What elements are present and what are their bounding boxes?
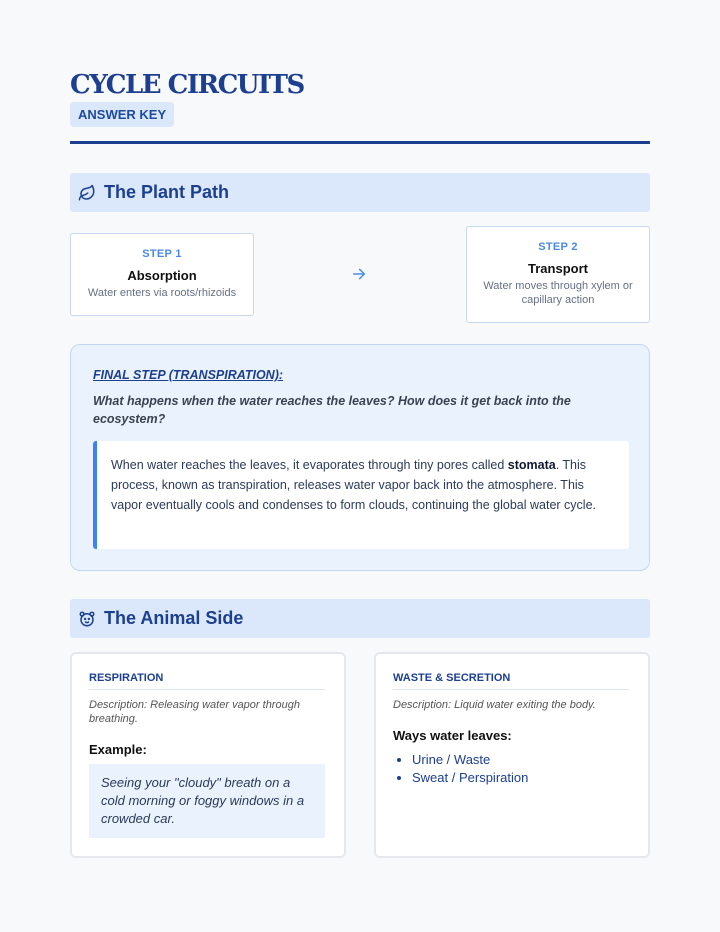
answer-key-badge: ANSWER KEY bbox=[70, 102, 174, 127]
list-item: • Sweat / Perspiration bbox=[412, 769, 528, 787]
card-heading: WASTE & SECRETION bbox=[393, 672, 629, 690]
example-label: Example: bbox=[89, 742, 147, 757]
step-description: Water enters via roots/rhizoids bbox=[87, 287, 237, 299]
step-label: STEP 2 bbox=[538, 241, 578, 253]
example-box: Seeing your "cloudy" breath on a cold morning or foggy windows in a crowded car. bbox=[89, 764, 325, 838]
answer-text: . This process, known as transpiration, releases water vapor back into the atmosphere. This vapor eventually cools and condenses to form clouds, continuing the global water cycle. bbox=[111, 458, 597, 512]
step-title: Absorption bbox=[127, 268, 197, 283]
final-step-panel bbox=[70, 344, 650, 571]
answer-text: When water reaches the leaves, it evaporates through tiny pores called bbox=[111, 458, 508, 472]
final-step-answer bbox=[93, 441, 629, 549]
list-item: • Urine / Waste bbox=[412, 751, 528, 769]
final-step-question: What happens when the water reaches the leaves? How does it get back into the ecosystem? bbox=[93, 394, 571, 426]
arrow-right-icon bbox=[351, 266, 367, 282]
animal-section-title: The Animal Side bbox=[104, 608, 244, 628]
final-step-label: FINAL STEP (TRANSPIRATION): bbox=[93, 368, 284, 382]
respiration-card bbox=[70, 652, 346, 858]
step-card-transport bbox=[466, 226, 650, 323]
step-label: STEP 1 bbox=[142, 248, 182, 260]
step-description: Water moves through xylem or capillary action bbox=[483, 280, 633, 306]
header-divider bbox=[70, 141, 650, 144]
card-description: Description: Releasing water vapor through breathing. bbox=[89, 699, 300, 725]
ways-list bbox=[412, 751, 528, 787]
animal-section-header bbox=[70, 599, 650, 638]
plant-section-title: The Plant Path bbox=[104, 182, 230, 202]
waste-secretion-card bbox=[374, 652, 650, 858]
card-heading: RESPIRATION bbox=[89, 672, 325, 690]
ways-label: Ways water leaves: bbox=[393, 728, 512, 743]
card-description: Description: Liquid water exiting the body. bbox=[393, 699, 596, 711]
answer-keyword: stomata bbox=[507, 458, 556, 472]
leaf-icon bbox=[78, 184, 96, 202]
step-card-absorption bbox=[70, 233, 254, 316]
animal-face-icon bbox=[78, 610, 96, 628]
plant-section-header bbox=[70, 173, 650, 212]
page-title: CYCLE CIRCUITS bbox=[70, 70, 304, 100]
step-title: Transport bbox=[528, 261, 588, 276]
